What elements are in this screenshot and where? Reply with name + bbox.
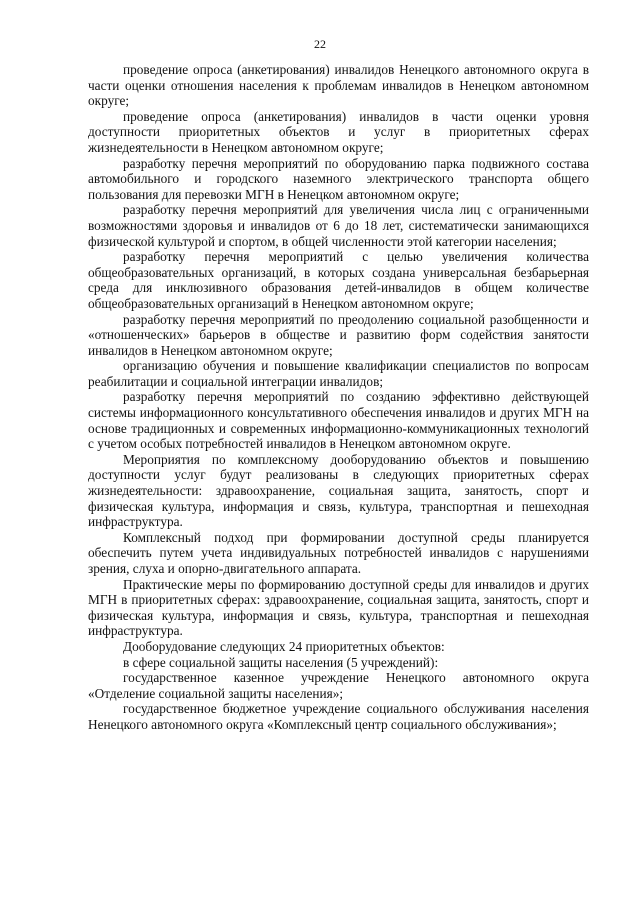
document-body (88, 62, 589, 733)
paragraph-practical-measures: Практические меры по формированию доступной среды для инвалидов и других МГН в приоритетных сферах: здравоохранение, социальная защита, занятость, спорт и физическая культура, информация и связь, культура, транспортная и пешеходная инфраструктура. (88, 576, 589, 639)
page-number: 22 (314, 37, 326, 51)
list-item-social-protection-office: государственное казенное учреждение Ненецкого автономного округа «Отделение социальной защиты населения»; (88, 670, 589, 701)
list-item-social-service-center: государственное бюджетное учреждение социального обслуживания населения Ненецкого автономного округа «Комплексный центр социального обслуживания»; (88, 701, 589, 732)
paragraph-social-barriers: разработку перечня мероприятий по преодолению социальной разобщенности и «отношенческих» барьеров в обществе и развитию форм содействия занятости инвалидов в Ненецком автономном округе; (88, 311, 589, 358)
paragraph-survey-accessibility: проведение опроса (анкетирования) инвалидов в части оценки уровня доступности приоритетных объектов и услуг в приоритетных сферах жизнедеятельности в Ненецком автономном округе; (88, 108, 589, 155)
paragraph-priority-spheres: Мероприятия по комплексному дооборудованию объектов и повышению доступности услуг будут реализованы в следующих приоритетных сферах жизнедеятельности: здравоохранение, социальная защита, занятость, спорт и физическая культура, информация и связь, культура, транспортная и пешеходная инфраструктура. (88, 451, 589, 530)
paragraph-information-system: разработку перечня мероприятий по созданию эффективно действующей системы информационного консультативного обеспечения инвалидов и других МГН на основе традиционных и современных информационно-коммуникационных технологий с учетом особых потребностей инвалидов в Ненецком автономном округе. (88, 389, 589, 452)
paragraph-priority-objects: Дооборудование следующих 24 приоритетных объектов: (123, 638, 445, 654)
paragraph-specialist-training: организацию обучения и повышение квалификации специалистов по вопросам реабилитации и социальной интеграции инвалидов; (88, 358, 589, 389)
paragraph-sport-measures: разработку перечня мероприятий для увеличения числа лиц с ограниченными возможностями здоровья и инвалидов от 6 до 18 лет, систематически занимающихся физической культурой и спортом, в общей численности этой категории населения; (88, 202, 589, 249)
paragraph-complex-approach: Комплексный подход при формировании доступной среды планируется обеспечить путем учета индивидуальных потребностей инвалидов с нарушениями зрения, слуха и опорно-двигательного аппарата. (88, 529, 589, 576)
paragraph-survey-attitude: проведение опроса (анкетирования) инвалидов Ненецкого автономного округа в части оценки отношения населения к проблемам инвалидов в Ненецком автономном округе; (88, 62, 589, 109)
paragraph-social-protection-sphere: в сфере социальной защиты населения (5 учреждений): (123, 654, 439, 670)
paragraph-inclusive-education: разработку перечня мероприятий с целью увеличения количества общеобразовательных организаций, в которых создана универсальная безбарьерная среда для инклюзивного образования детей-инвалидов в общем количестве общеобразовательных организаций в Ненецком автономном округе; (88, 249, 589, 311)
paragraph-transport-measures: разработку перечня мероприятий по оборудованию парка подвижного состава автомобильного и городского наземного электрического транспорта общего пользования для перевозки МГН в Ненецком автономном округе; (88, 155, 589, 202)
